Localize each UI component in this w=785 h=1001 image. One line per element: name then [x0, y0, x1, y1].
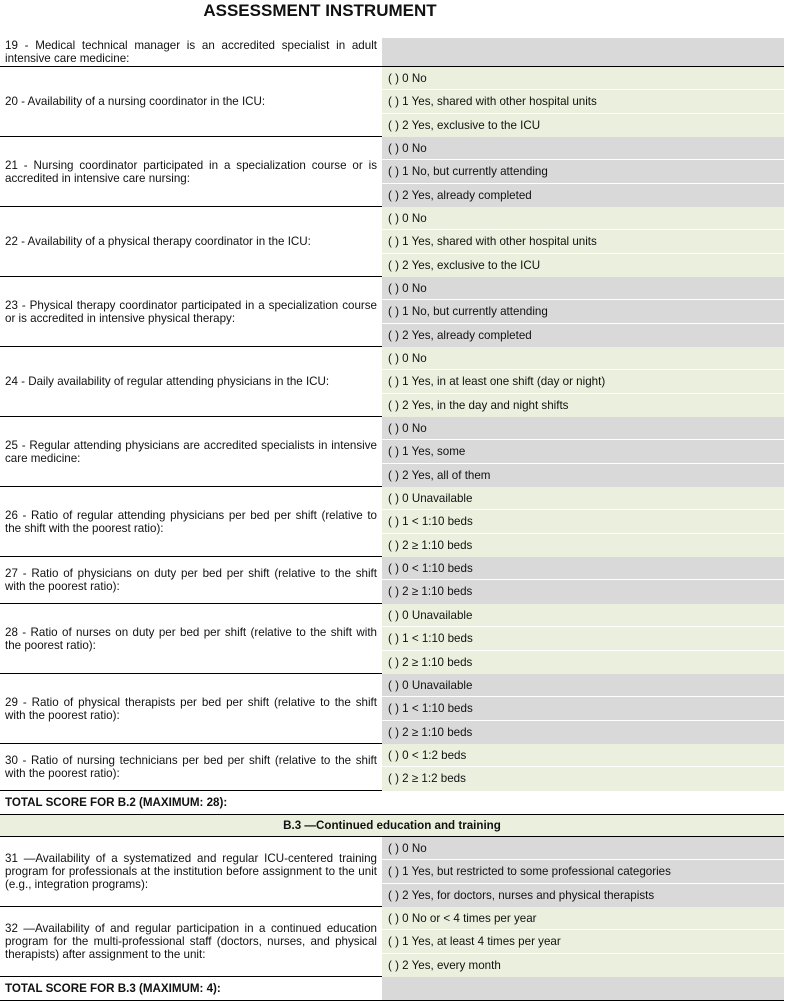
question-20	[0, 67, 784, 137]
q24-option-1[interactable]: ( ) 1 Yes, in at least one shift (day or night)	[382, 370, 784, 393]
q29-option-2[interactable]: ( ) 2 ≥ 1:10 beds	[382, 721, 784, 744]
q32-option-0[interactable]: ( ) 0 No or < 4 times per year	[382, 907, 784, 930]
q29-option-1[interactable]: ( ) 1 < 1:10 beds	[382, 697, 784, 720]
q30-option-1[interactable]: ( ) 2 ≥ 1:2 beds	[382, 767, 784, 790]
question-28-text: 28 - Ratio of nurses on duty per bed per shift (relative to the shift with the poorest ratio):	[5, 625, 377, 652]
question-26	[0, 487, 784, 557]
q26-option-0[interactable]: ( ) 0 Unavailable	[382, 487, 784, 510]
question-32-text: 32 —Availability of and regular participation in a continued education program for the multi-professional staff (doctors, nurses, and physical therapists) after assignment to the unit:	[5, 922, 377, 961]
question-22-text: 22 - Availability of a physical therapy coordinator in the ICU:	[5, 235, 311, 248]
q22-option-2[interactable]: ( ) 2 Yes, exclusive to the ICU	[382, 254, 784, 277]
q23-option-0[interactable]: ( ) 0 No	[382, 277, 784, 300]
question-30	[0, 744, 784, 791]
question-19	[0, 38, 784, 67]
q20-option-0[interactable]: ( ) 0 No	[382, 67, 784, 90]
question-27	[0, 557, 784, 604]
q28-option-2[interactable]: ( ) 2 ≥ 1:10 beds	[382, 651, 784, 674]
question-31	[0, 837, 784, 907]
question-23-text: 23 - Physical therapy coordinator participated in a specialization course or is accredited in intensive physical therapy:	[5, 298, 377, 325]
q31-option-2[interactable]: ( ) 2 Yes, for doctors, nurses and physical therapists	[382, 884, 784, 907]
q22-option-1[interactable]: ( ) 1 Yes, shared with other hospital units	[382, 230, 784, 253]
q25-option-1[interactable]: ( ) 1 Yes, some	[382, 440, 784, 463]
question-21-text: 21 - Nursing coordinator participated in a specialization course or is accredited in intensive care nursing:	[5, 158, 377, 185]
q27-option-0[interactable]: ( ) 0 < 1:10 beds	[382, 557, 784, 580]
total-score-b3-label: TOTAL SCORE FOR B.3 (MAXIMUM: 4):	[5, 982, 221, 995]
question-21	[0, 137, 784, 207]
q20-option-2[interactable]: ( ) 2 Yes, exclusive to the ICU	[382, 114, 784, 137]
page-title: ASSESSMENT INSTRUMENT	[203, 1, 437, 20]
total-score-b3-field[interactable]	[382, 977, 784, 1000]
question-31-text: 31 —Availability of a systematized and regular ICU-centered training program for professionals at the institution before assignment to the unit (e.g., integration programs):	[5, 852, 377, 891]
q22-option-0[interactable]: ( ) 0 No	[382, 207, 784, 230]
assessment-form	[0, 38, 784, 1001]
q24-option-0[interactable]: ( ) 0 No	[382, 347, 784, 370]
q31-option-0[interactable]: ( ) 0 No	[382, 837, 784, 860]
q28-option-1[interactable]: ( ) 1 < 1:10 beds	[382, 627, 784, 650]
total-score-b2-label: TOTAL SCORE FOR B.2 (MAXIMUM: 28):	[5, 796, 228, 809]
question-25-text: 25 - Regular attending physicians are accredited specialists in intensive care medicine:	[5, 438, 377, 465]
q28-option-0[interactable]: ( ) 0 Unavailable	[382, 604, 784, 627]
total-score-b3	[0, 977, 784, 1001]
question-32	[0, 907, 784, 977]
question-29	[0, 674, 784, 744]
question-29-text: 29 - Ratio of physical therapists per bed per shift (relative to the shift with the poorest ratio):	[5, 695, 377, 722]
q23-option-2[interactable]: ( ) 2 Yes, already completed	[382, 324, 784, 347]
q24-option-2[interactable]: ( ) 2 Yes, in the day and night shifts	[382, 394, 784, 417]
q21-option-1[interactable]: ( ) 1 No, but currently attending	[382, 160, 784, 183]
q31-option-1[interactable]: ( ) 1 Yes, but restricted to some professional categories	[382, 860, 784, 883]
question-23	[0, 277, 784, 347]
section-b3-header: B.3 —Continued education and training	[0, 815, 784, 837]
q29-option-0[interactable]: ( ) 0 Unavailable	[382, 674, 784, 697]
question-27-text: 27 - Ratio of physicians on duty per bed per shift (relative to the shift with the poorest ratio):	[5, 567, 377, 593]
q21-option-0[interactable]: ( ) 0 No	[382, 137, 784, 160]
question-26-text: 26 - Ratio of regular attending physicians per bed per shift (relative to the shift with the poorest ratio):	[5, 508, 377, 535]
question-24-text: 24 - Daily availability of regular attending physicians in the ICU:	[5, 375, 330, 388]
q25-option-2[interactable]: ( ) 2 Yes, all of them	[382, 464, 784, 487]
question-22	[0, 207, 784, 277]
question-30-text: 30 - Ratio of nursing technicians per bed per shift (relative to the shift with the poorest ratio):	[5, 754, 377, 780]
question-24	[0, 347, 784, 417]
q27-option-1[interactable]: ( ) 2 ≥ 1:10 beds	[382, 580, 784, 603]
q20-option-1[interactable]: ( ) 1 Yes, shared with other hospital units	[382, 90, 784, 113]
q30-option-0[interactable]: ( ) 0 < 1:2 beds	[382, 744, 784, 767]
q32-option-1[interactable]: ( ) 1 Yes, at least 4 times per year	[382, 930, 784, 953]
q25-option-0[interactable]: ( ) 0 No	[382, 417, 784, 440]
total-score-b2	[0, 791, 784, 815]
q21-option-2[interactable]: ( ) 2 Yes, already completed	[382, 184, 784, 207]
question-19-text: 19 - Medical technical manager is an accredited specialist in adult intensive care medicine:	[5, 39, 377, 65]
question-25	[0, 417, 784, 487]
question-28	[0, 604, 784, 674]
q32-option-2[interactable]: ( ) 2 Yes, every month	[382, 954, 784, 977]
q23-option-1[interactable]: ( ) 1 No, but currently attending	[382, 300, 784, 323]
q26-option-2[interactable]: ( ) 2 ≥ 1:10 beds	[382, 534, 784, 557]
question-19-answer-area	[382, 38, 784, 66]
q26-option-1[interactable]: ( ) 1 < 1:10 beds	[382, 510, 784, 533]
question-20-text: 20 - Availability of a nursing coordinator in the ICU:	[5, 95, 266, 108]
